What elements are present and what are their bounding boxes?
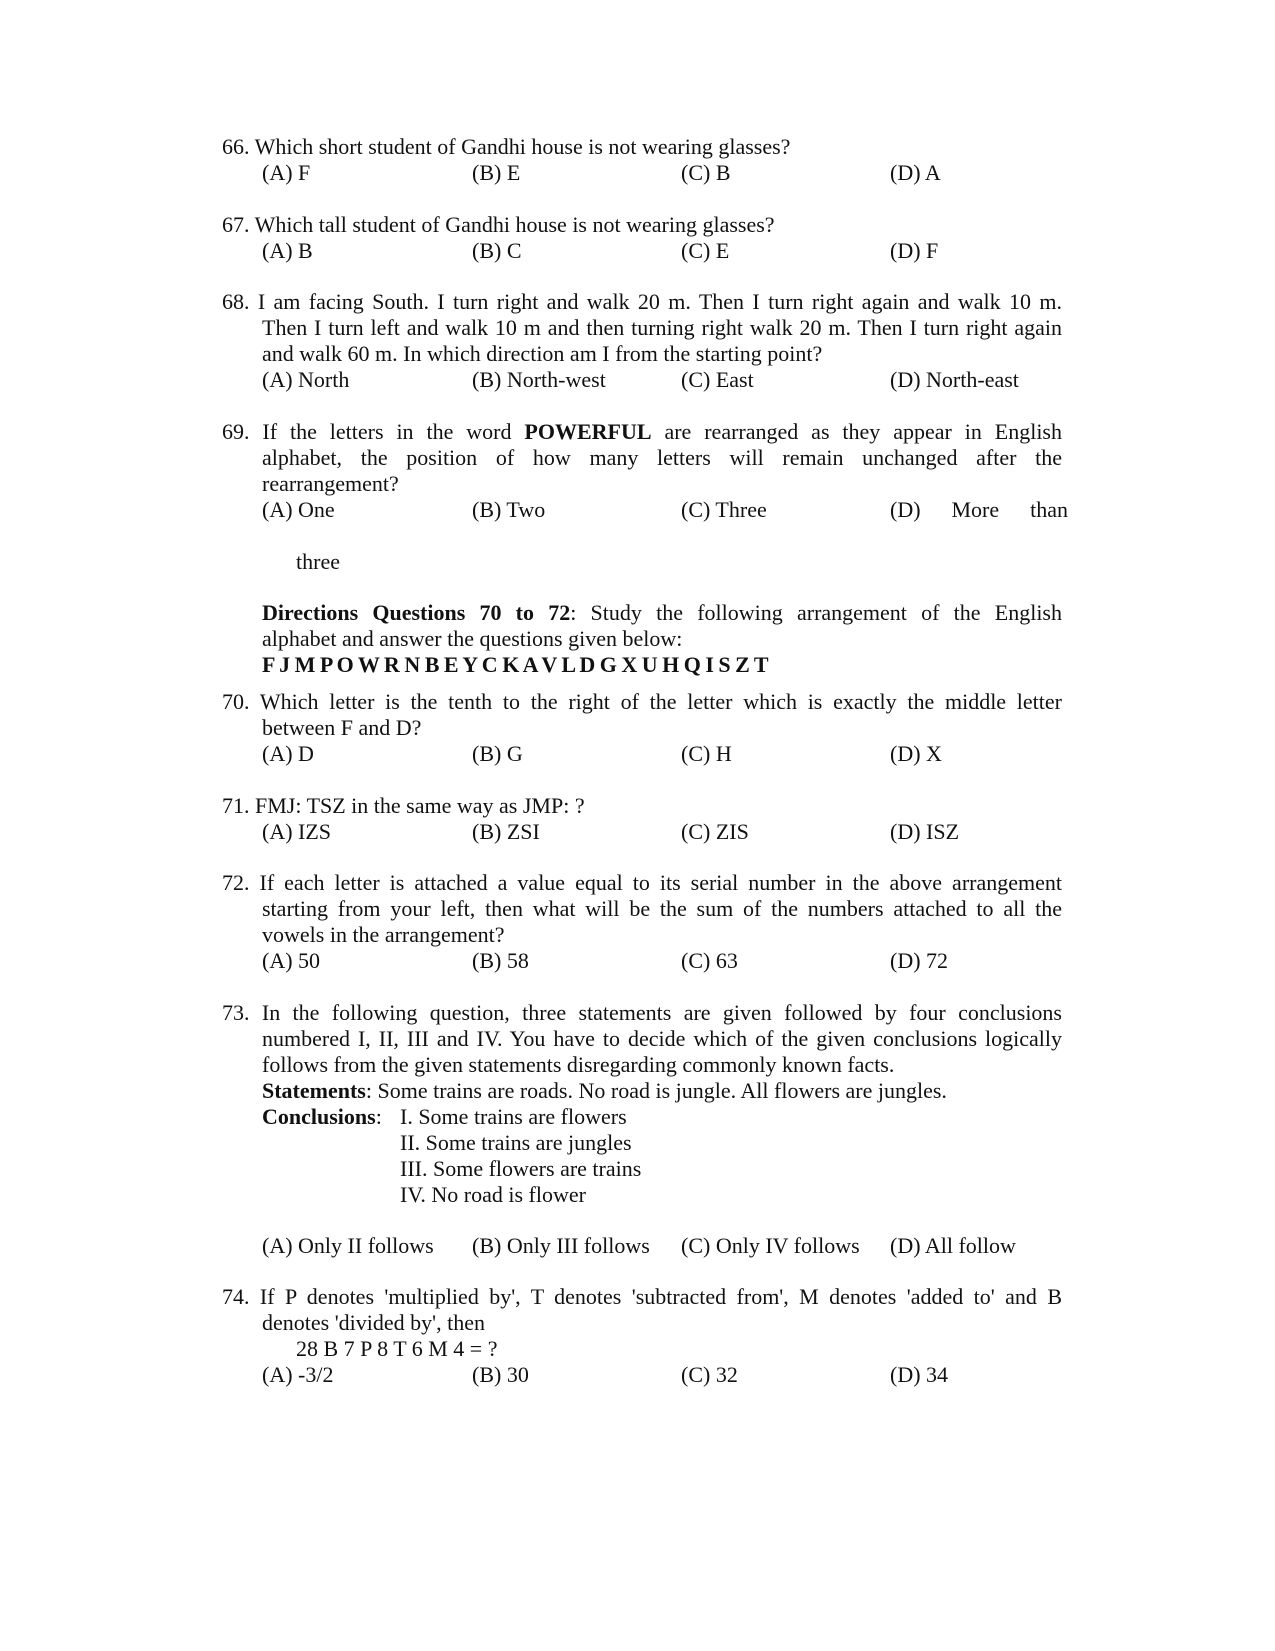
option-a: (A) 50 [262,948,321,973]
question-69-line-1 [222,419,1062,445]
option-c: (C) H [681,741,732,766]
question-70-line-2: between F and D? [262,715,422,740]
option-b: (B) North-west [472,367,606,392]
question-67-stem: 67. Which tall student of Gandhi house is not wearing glasses? [222,212,775,237]
question-66-options [262,160,1162,186]
option-b: (B) ZSI [472,819,540,844]
option-b: (B) C [472,238,522,263]
question-72-line-2: starting from your left, then what will be the sum of the numbers attached to all the [262,896,1062,921]
option-b: (B) 58 [472,948,529,973]
option-b: (B) Two [472,497,546,522]
question-72-line-3: vowels in the arrangement? [262,922,505,947]
option-d [890,497,1068,523]
option-c: (C) East [681,367,754,392]
question-69-line-2: alphabet, the position of how many letters will remain unchanged after the [262,445,1062,470]
option-b: (B) E [472,160,521,185]
question-70-options [262,741,1162,767]
option-a: (A) F [262,160,311,185]
option-b: (B) Only III follows [472,1233,650,1258]
statements-label: Statements [262,1078,366,1103]
question-69-options [262,497,1162,523]
question-68-line-1: 68. I am facing South. I turn right and walk 20 m. Then I turn right again and walk 10 m. [222,289,1062,314]
option-d: (D) F [890,238,939,263]
conclusion-1: I. Some trains are flowers [400,1104,627,1129]
question-68-options [262,367,1162,393]
option-d-word-1: More [951,497,1000,522]
option-d: (D) ISZ [890,819,960,844]
q69-line1-pre: 69. If the letters in the word [222,419,512,444]
question-74-options [262,1362,1162,1388]
option-c: (C) ZIS [681,819,749,844]
letter-sequence: F J M P O W R N B E Y C K A V L D G X U H Q I S Z T [262,652,769,677]
question-73-conclusions-label [262,1104,382,1130]
question-73-line-3: follows from the given statements disregarding commonly known facts. [262,1052,895,1077]
directions-label: Directions Questions 70 to 72 [262,600,571,625]
question-74-line-1: 74. If P denotes 'multiplied by', T denotes 'subtracted from', M denotes 'added to' and B [222,1284,1062,1309]
conclusion-2: II. Some trains are jungles [400,1130,632,1155]
question-73-statements [262,1078,947,1104]
option-d: (D) North-east [890,367,1019,392]
option-c: (C) 63 [681,948,738,973]
option-a: (A) One [262,497,335,522]
statements-text: : Some trains are roads. No road is jungle. All flowers are jungles. [365,1078,947,1103]
option-a: (A) B [262,238,313,263]
question-67-options [262,238,1162,264]
option-d: (D) All follow [890,1233,1016,1258]
q69-keyword: POWERFUL [524,419,652,444]
question-69-line-3: rearrangement? [262,471,399,496]
option-d-label: (D) [890,497,921,522]
option-b: (B) G [472,741,523,766]
option-d-wrap: three [296,549,340,574]
question-71-options [262,819,1162,845]
question-72-options [262,948,1162,974]
option-b: (B) 30 [472,1362,529,1387]
option-d-word-2: than [1030,497,1068,522]
option-c: (C) Only IV follows [681,1233,860,1258]
option-c: (C) 32 [681,1362,738,1387]
q69-line1-post: are rearranged as they appear in English [664,419,1062,444]
option-d: (D) A [890,160,941,185]
option-a: (A) D [262,741,314,766]
question-73-line-1: 73. In the following question, three statements are given followed by four conclusions [222,1000,1062,1025]
option-c: (C) Three [681,497,767,522]
question-68-line-3: and walk 60 m. In which direction am I from the starting point? [262,341,823,366]
option-a: (A) Only II follows [262,1233,434,1258]
question-73-line-2: numbered I, II, III and IV. You have to decide which of the given conclusions logically [262,1026,1062,1051]
option-a: (A) IZS [262,819,332,844]
directions-line-2: alphabet and answer the questions given below: [262,626,683,651]
option-d: (D) 34 [890,1362,949,1387]
conclusion-3: III. Some flowers are trains [400,1156,642,1181]
conclusion-4: IV. No road is flower [400,1182,586,1207]
conclusions-colon: : [375,1104,382,1129]
option-a: (A) -3/2 [262,1362,334,1387]
question-71-stem: 71. FMJ: TSZ in the same way as JMP: ? [222,793,585,818]
question-74-expression: 28 B 7 P 8 T 6 M 4 = ? [296,1336,498,1361]
question-70-line-1: 70. Which letter is the tenth to the right of the letter which is exactly the middle letter [222,689,1062,714]
question-68-line-2: Then I turn left and walk 10 m and then turning right walk 20 m. Then I turn right again [262,315,1062,340]
directions-line-1 [262,600,1062,626]
conclusions-label: Conclusions [262,1104,376,1129]
option-c: (C) E [681,238,730,263]
option-c: (C) B [681,160,731,185]
directions-text-1: : Study the following arrangement of the English [570,600,1062,625]
option-d: (D) X [890,741,942,766]
question-72-line-1: 72. If each letter is attached a value equal to its serial number in the above arrangement [222,870,1062,895]
option-a: (A) North [262,367,350,392]
option-d: (D) 72 [890,948,949,973]
question-74-line-2: denotes 'divided by', then [262,1310,485,1335]
question-66-stem: 66. Which short student of Gandhi house is not wearing glasses? [222,134,791,159]
question-73-options [262,1233,1162,1259]
